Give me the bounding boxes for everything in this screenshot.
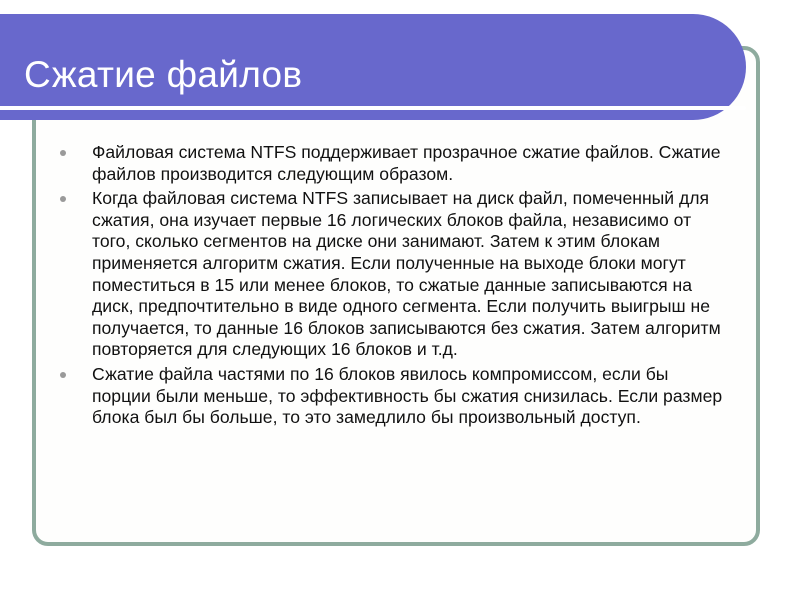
slide-title: Сжатие файлов [24, 54, 303, 95]
bullet-dot-icon [60, 196, 66, 202]
bullet-text: Когда файловая система NTFS записывает на диск файл, помеченный для сжатия, она изучает первые 16 логических блоков файла, независимо от того, сколько сегментов на диске они занимают. Затем к этим блокам применяется алгоритм сжатия. Если полученные на выходе блоки могут поместиться в 15 или менее блоков, то сжатые данные записываются на диск, предпочтительно в виде одного сегмента. Если получить выигрыш не получается, то данные 16 блоков записываются без сжатия. Затем алгоритм повторяется для следующих 16 блоков и т.д. [92, 188, 721, 360]
bullet-item [60, 142, 730, 185]
bullet-list [60, 142, 730, 429]
bullet-text: Сжатие файла частями по 16 блоков явилось компромиссом, если бы порции были меньше, то эффективность бы сжатия снизилась. Если размер блока был бы больше, то это замедлило бы произвольный доступ. [92, 363, 723, 428]
bullet-item [60, 364, 730, 429]
bullet-item [60, 188, 730, 361]
bullet-text: Файловая система NTFS поддерживает прозрачное сжатие файлов. Сжатие файлов производится следующим образом. [92, 142, 721, 184]
title-band [0, 14, 746, 120]
bullet-dot-icon [60, 372, 66, 378]
bullet-dot-icon [60, 150, 66, 156]
